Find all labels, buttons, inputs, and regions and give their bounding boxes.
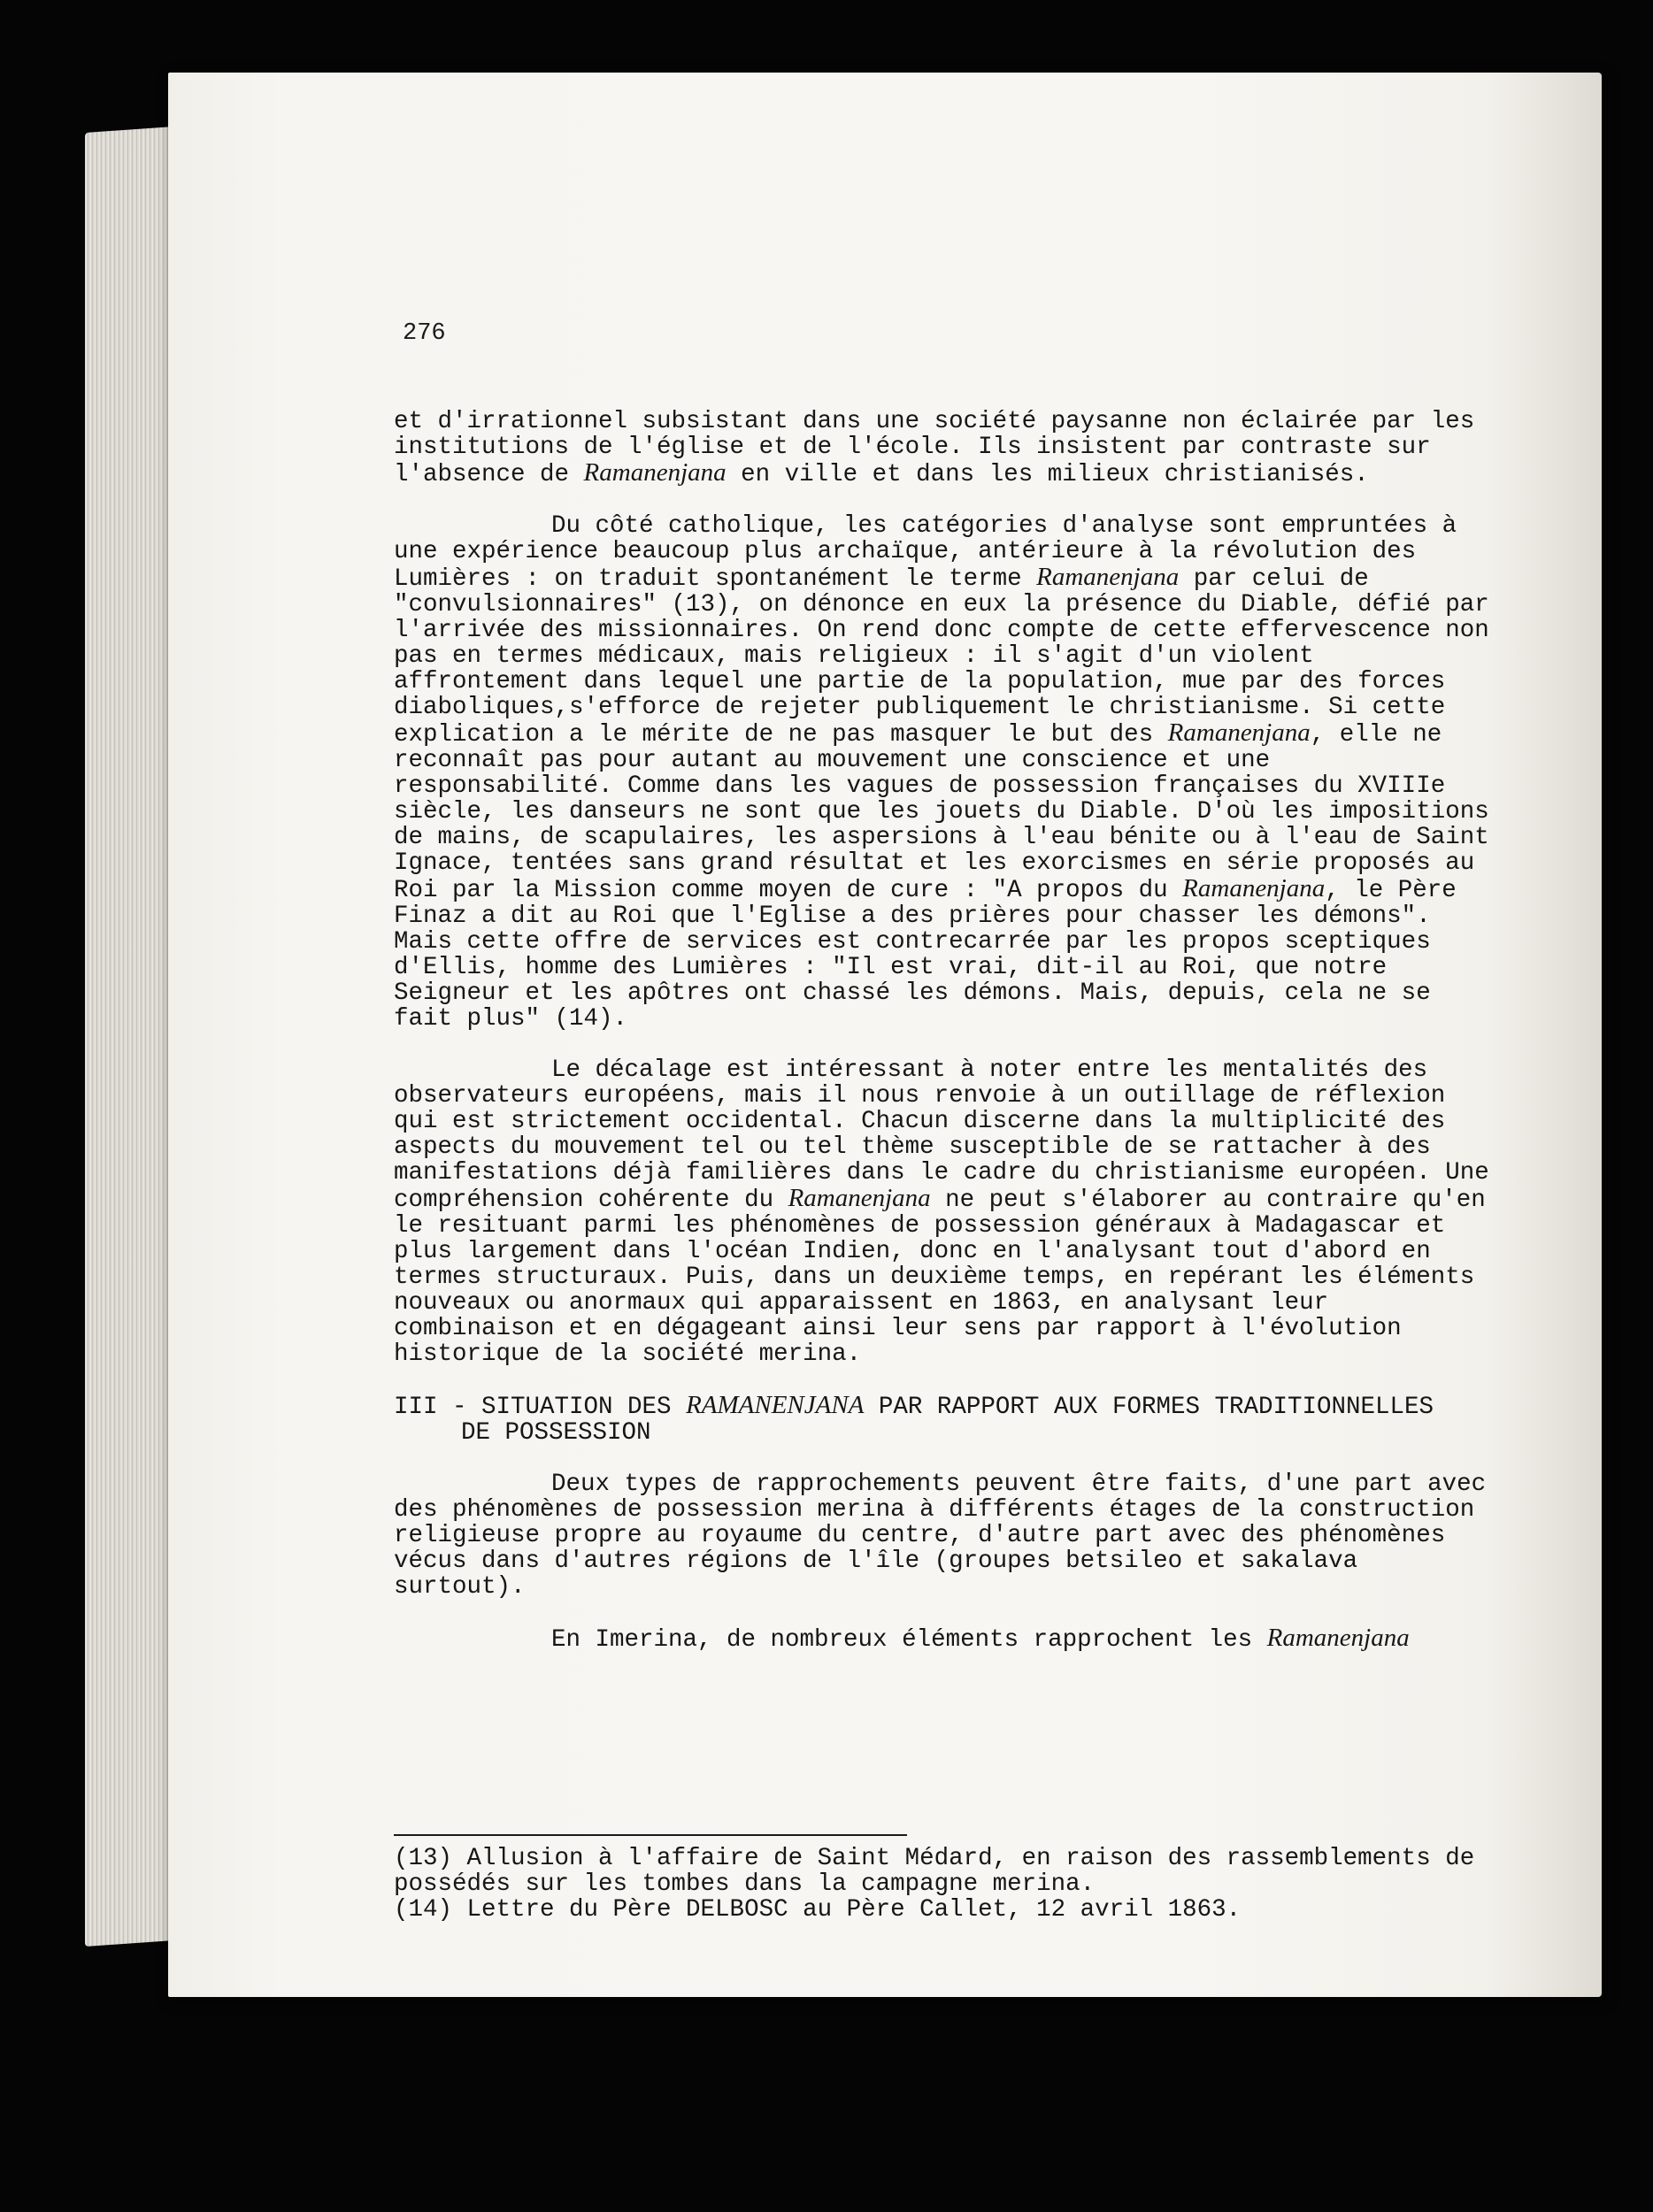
text-run: par celui de "convulsionnaires" (13), on dénonce en eux la présence du Diable, défié par l'arrivée des missionnaires. On rend donc compte de cette effervescence non pas en termes médicaux, mais religieux : il s'agit d'un violent affrontement dans lequel une partie de la population, mue par des forces diaboliques,s'efforce de rejeter publiquement le christianisme. Si cette explication a le mérite de ne pas masquer le but des: [394, 565, 1489, 749]
footnote-13: (13) Allusion à l'affaire de Saint Médard, en raison des rassemblements de possédés sur les tombes dans la campagne merina.: [394, 1845, 1475, 1898]
heading-part-b: PAR RAPPORT AUX FORMES TRADITIONNELLES: [864, 1394, 1434, 1421]
text-run: et d'irrationnel subsistant dans une société paysanne non éclairée par les institutions de l'église et de l'école. Ils insistent par contraste sur l'absence de: [394, 408, 1475, 488]
footnote-14: (14) Lettre du Père DELBOSC au Père Callet, 12 avril 1863.: [394, 1896, 1242, 1924]
heading-part-a: III - SITUATION DES: [394, 1394, 687, 1421]
paragraph-p1: [394, 409, 1491, 488]
footnotes: [394, 1846, 1491, 1923]
text-run: En Imerina, de nombreux éléments rapprochent les: [551, 1626, 1267, 1654]
heading-line-2: DE POSSESSION: [461, 1419, 651, 1447]
paragraph-p5: [394, 1625, 1491, 1653]
text-run: Du côté catholique, les catégories d'analyse sont empruntées à une expérience beaucoup plus archaïque, antérieure à la révolution des Lumières : on traduit spontanément le terme: [394, 512, 1457, 593]
paragraph-p3: [394, 1057, 1491, 1367]
text-run: Deux types de rapprochements peuvent être faits, d'une part avec des phénomènes de possession merina à différents étages de la construction religieuse propre au royaume du centre, d'autre part avec des phénomènes vécus dans d'autres régions de l'île (groupes betsileo et sakalava surtout).: [394, 1471, 1487, 1601]
heading-italic-term: RAMANENJANA: [686, 1391, 865, 1419]
italic-term: Ramanenjana: [1167, 718, 1311, 747]
footnote-divider: [394, 1834, 907, 1836]
text-run: ne peut s'élaborer au contraire qu'en le resituant parmi les phénomènes de possession généraux à Madagascar et plus largement dans l'océan Indien, donc en l'analysant tout d'abord en termes structuraux. Puis, dans un deuxième temps, en repérant les éléments nouveaux ou anormaux qui apparaissent en 1863, en analysant leur combinaison et en dégageant ainsi leur sens par rapport à l'évolution historique de la société merina.: [394, 1187, 1486, 1368]
main-text: [394, 409, 1491, 1653]
text-run: Le décalage est intéressant à noter entre les mentalités des observateurs européens, mais il nous renvoie à un outillage de réflexion qui est strictement occidental. Chacun discerne dans la multiplicité des aspects du mouvement tel ou tel thème susceptible de se rattacher à des manifestations déjà familières dans le cadre du christianisme européen. Une compréhension cohérente du: [394, 1056, 1489, 1214]
paragraphs-before-heading: [394, 409, 1491, 1367]
page-number: 276: [403, 320, 446, 347]
text-run: , elle ne reconnaît pas pour autant au mouvement une conscience et une responsabilité. Comme dans les vagues de possession françaises du XVIIIe siècle, les danseurs ne sont que les jouets du Diable. D'où les impositions de mains, de scapulaires, les aspersions à l'eau bénite ou à l'eau de Saint Ignace, tentées sans grand résultat et les exorcismes en série proposés au Roi par la Mission comme moyen de cure : "A propos du: [394, 721, 1489, 904]
italic-term: Ramanenjana: [1036, 563, 1180, 591]
italic-term: Ramanenjana: [583, 458, 727, 487]
section-heading: [394, 1393, 1491, 1446]
paragraph-p4: [394, 1471, 1491, 1600]
text-run: en ville et dans les milieux christianisés.: [726, 461, 1369, 488]
italic-term: Ramanenjana: [788, 1184, 931, 1212]
italic-term: Ramanenjana: [1266, 1624, 1410, 1652]
italic-term: Ramanenjana: [1182, 874, 1326, 902]
paragraph-p2: [394, 513, 1491, 1032]
paragraphs-after-heading: [394, 1471, 1491, 1653]
text-run: , le Père Finaz a dit au Roi que l'Eglise a des prières pour chasser les démons". Mais cette offre de services est contrecarrée par les propos sceptiques d'Ellis, homme des Lumières : "Il est vrai, dit-il au Roi, que notre Seigneur et les apôtres ont chassé les démons. Mais, depuis, cela ne se fait plus" (14).: [394, 877, 1457, 1033]
